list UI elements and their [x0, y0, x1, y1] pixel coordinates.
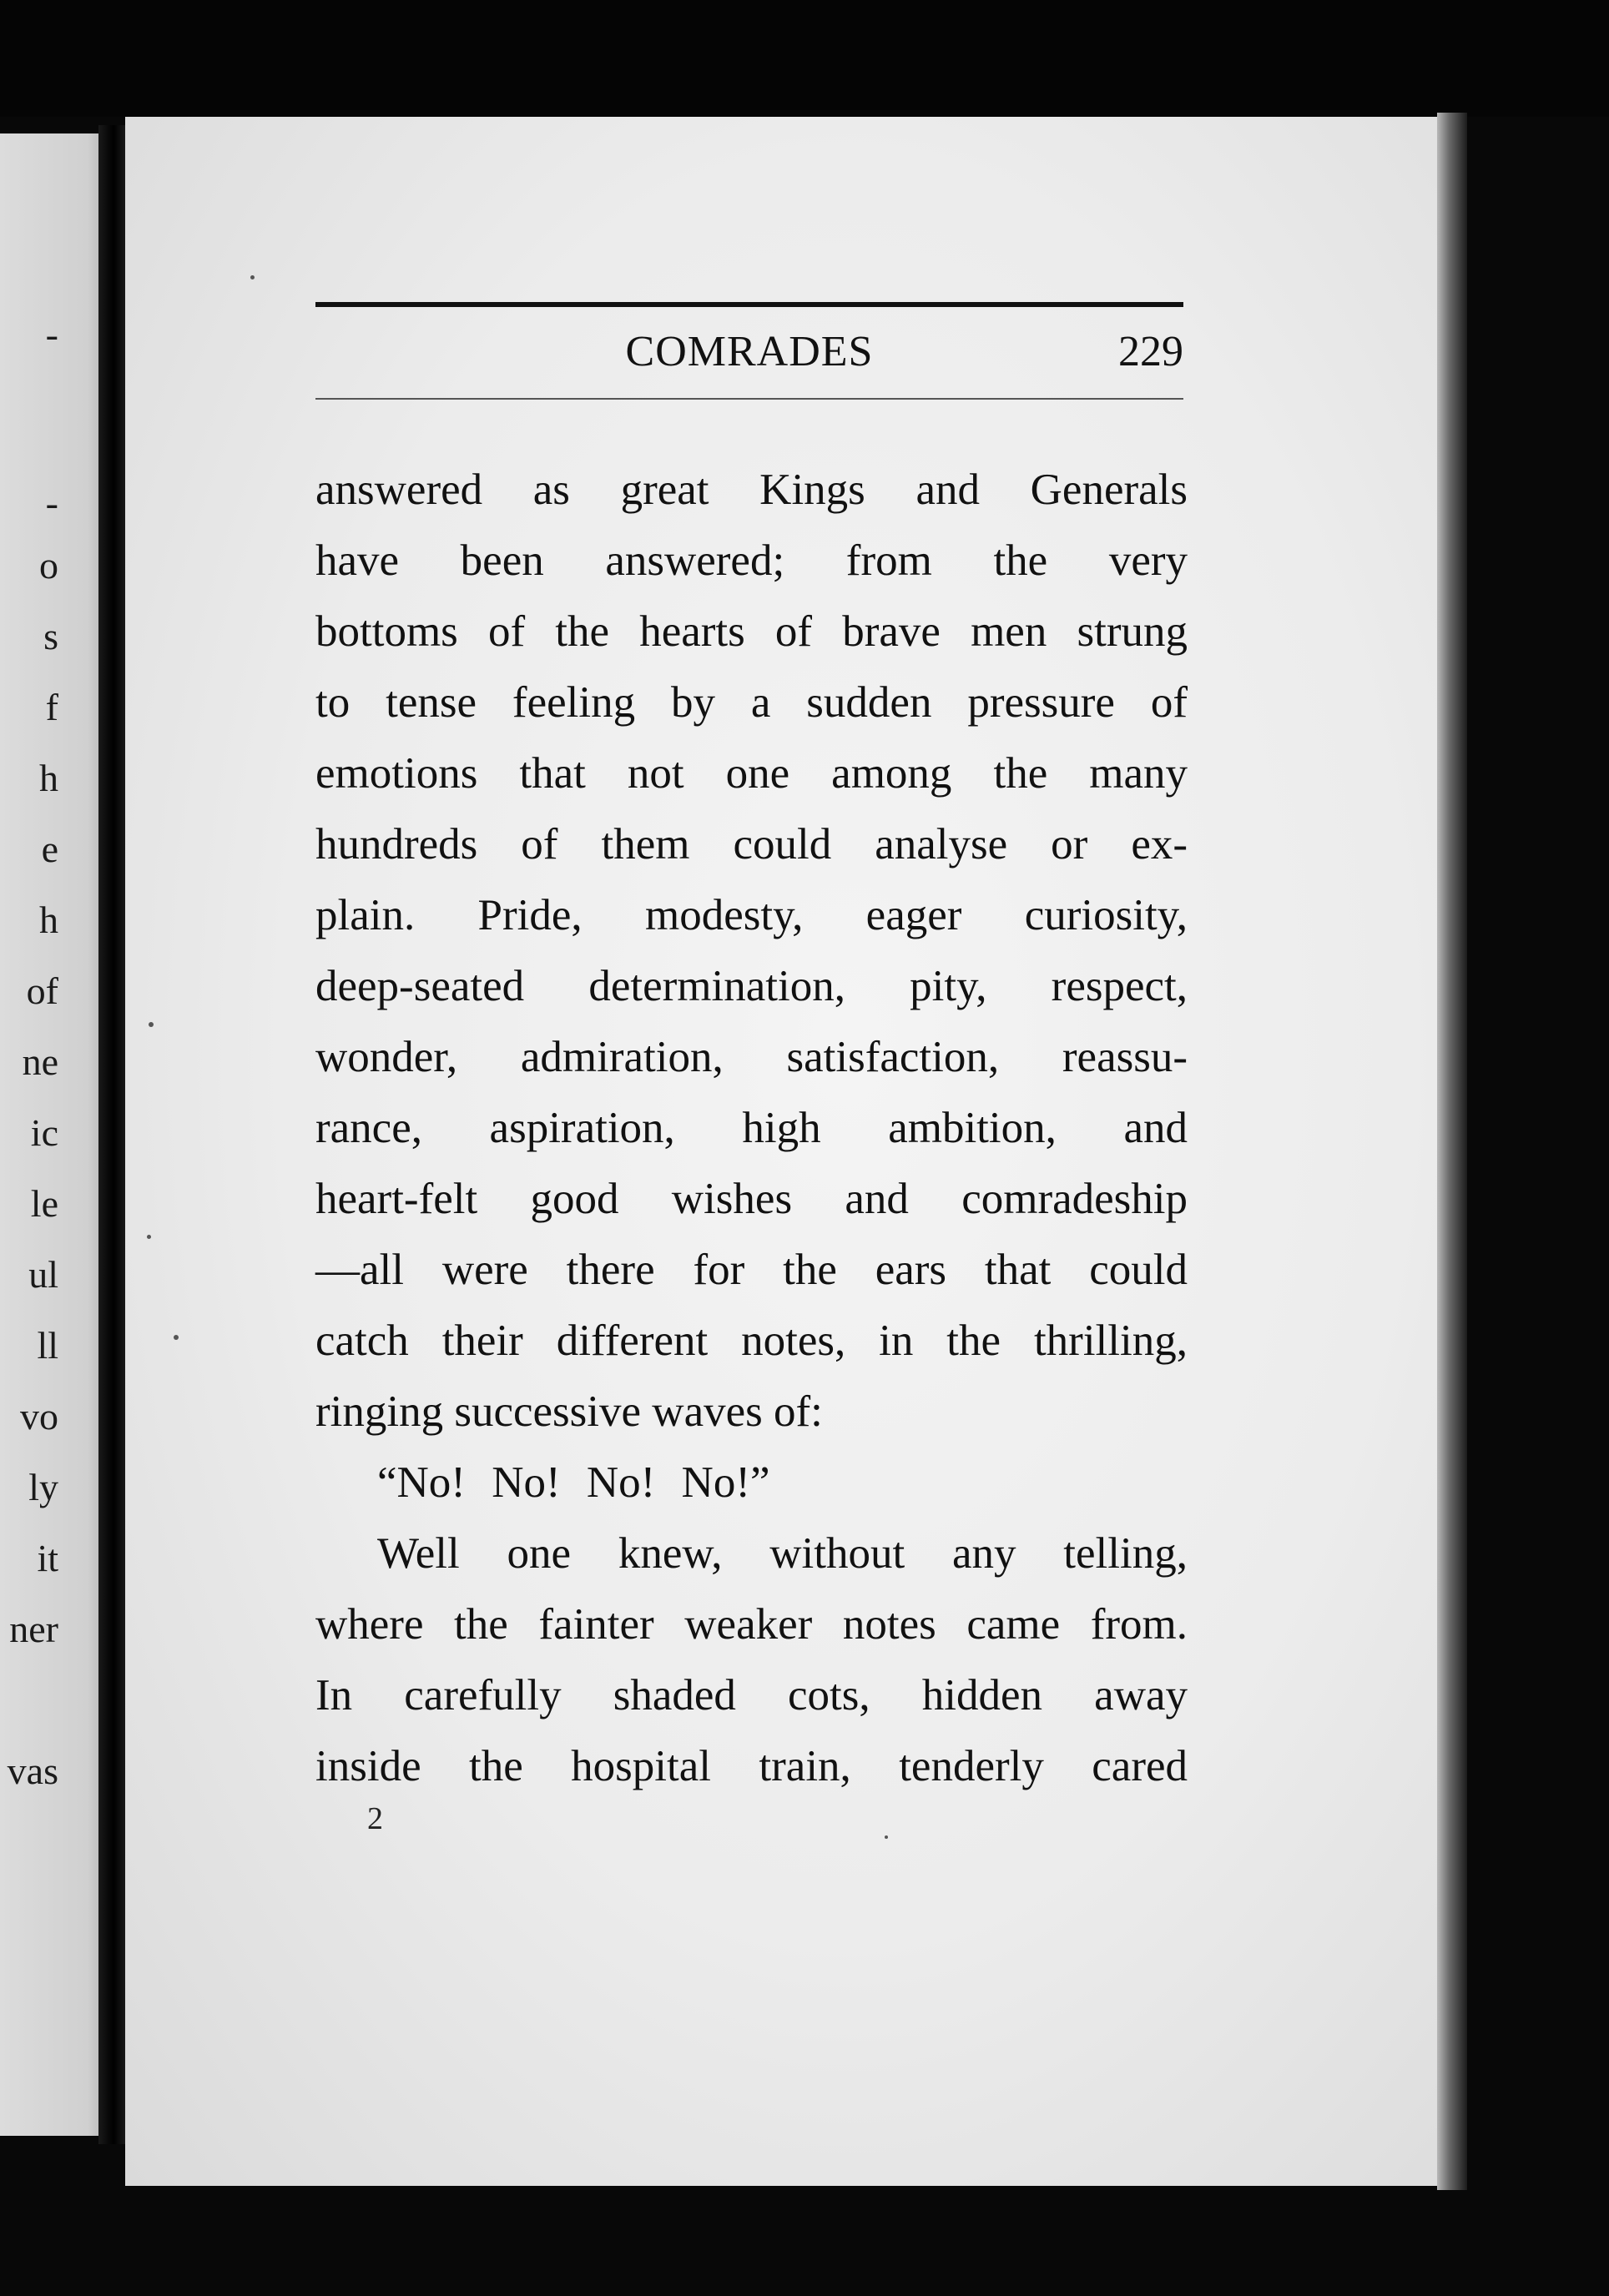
left-fragment: e	[41, 828, 58, 870]
text-line: bottoms of the hearts of brave men strung	[315, 607, 1188, 656]
left-fragment: vo	[20, 1395, 58, 1438]
paragraph-start-line: Well one knew, without any telling,	[377, 1529, 1188, 1578]
text-line: —all were there for the ears that could	[315, 1246, 1188, 1294]
left-fragment: le	[30, 1182, 58, 1225]
paper-speck	[147, 1235, 151, 1239]
left-fragment: h	[39, 757, 58, 799]
paper-speck	[885, 1835, 888, 1839]
text-line: In carefully shaded cots, hidden away	[315, 1671, 1188, 1719]
text-line: inside the hospital train, tenderly cared	[315, 1742, 1188, 1790]
text-line: have been answered; from the very	[315, 536, 1188, 585]
left-fragment: ul	[28, 1253, 58, 1296]
page-number: 229	[1118, 328, 1183, 375]
text-line: emotions that not one among the many	[315, 749, 1188, 798]
left-fragment: s	[43, 615, 58, 657]
header-bottom-rule	[315, 398, 1183, 400]
scan-background	[0, 0, 1609, 117]
left-fragment: f	[45, 686, 58, 728]
text-line: rance, aspiration, high ambition, and	[315, 1104, 1188, 1152]
left-fragment: it	[37, 1537, 58, 1579]
text-line: hundreds of them could analyse or ex-	[315, 820, 1188, 869]
book-gutter	[98, 125, 129, 2144]
page-body-text	[315, 455, 1188, 1802]
page-edge-shadow	[1437, 113, 1467, 2190]
text-line: deep-seated determination, pity, respect,	[315, 962, 1188, 1010]
left-fragment: o	[39, 544, 58, 587]
text-line: answered as great Kings and Generals	[315, 466, 1188, 514]
text-line: where the fainter weaker notes came from.	[315, 1600, 1188, 1649]
signature-mark: 2	[367, 1801, 383, 1836]
left-fragment: ll	[37, 1324, 58, 1367]
left-page-text-fragments	[0, 133, 58, 2136]
text-line: heart-felt good wishes and comradeship	[315, 1175, 1188, 1223]
quoted-line: “No! No! No! No!”	[377, 1458, 770, 1507]
header-top-rule	[315, 302, 1183, 307]
text-line: wonder, admiration, satisfaction, reassu-	[315, 1033, 1188, 1081]
left-fragment: h	[39, 899, 58, 941]
paper-speck	[174, 1335, 179, 1340]
text-line: catch their different notes, in the thrilling,	[315, 1317, 1188, 1365]
page-header	[315, 327, 1183, 385]
left-fragment: ner	[9, 1608, 58, 1650]
left-fragment: -	[45, 313, 58, 355]
left-fragment: vas	[7, 1750, 58, 1792]
left-fragment: -	[45, 481, 58, 524]
left-fragment: of	[26, 969, 58, 1012]
text-line: ringing successive waves of:	[315, 1387, 823, 1436]
left-fragment: ly	[28, 1466, 58, 1508]
text-line: plain. Pride, modesty, eager curiosity,	[315, 891, 1188, 939]
paper-speck	[250, 275, 255, 279]
text-line: to tense feeling by a sudden pressure of	[315, 678, 1188, 727]
left-fragment: ne	[22, 1040, 58, 1083]
running-head: COMRADES	[625, 328, 874, 375]
paper-speck	[149, 1022, 154, 1027]
left-fragment: ic	[30, 1111, 58, 1154]
